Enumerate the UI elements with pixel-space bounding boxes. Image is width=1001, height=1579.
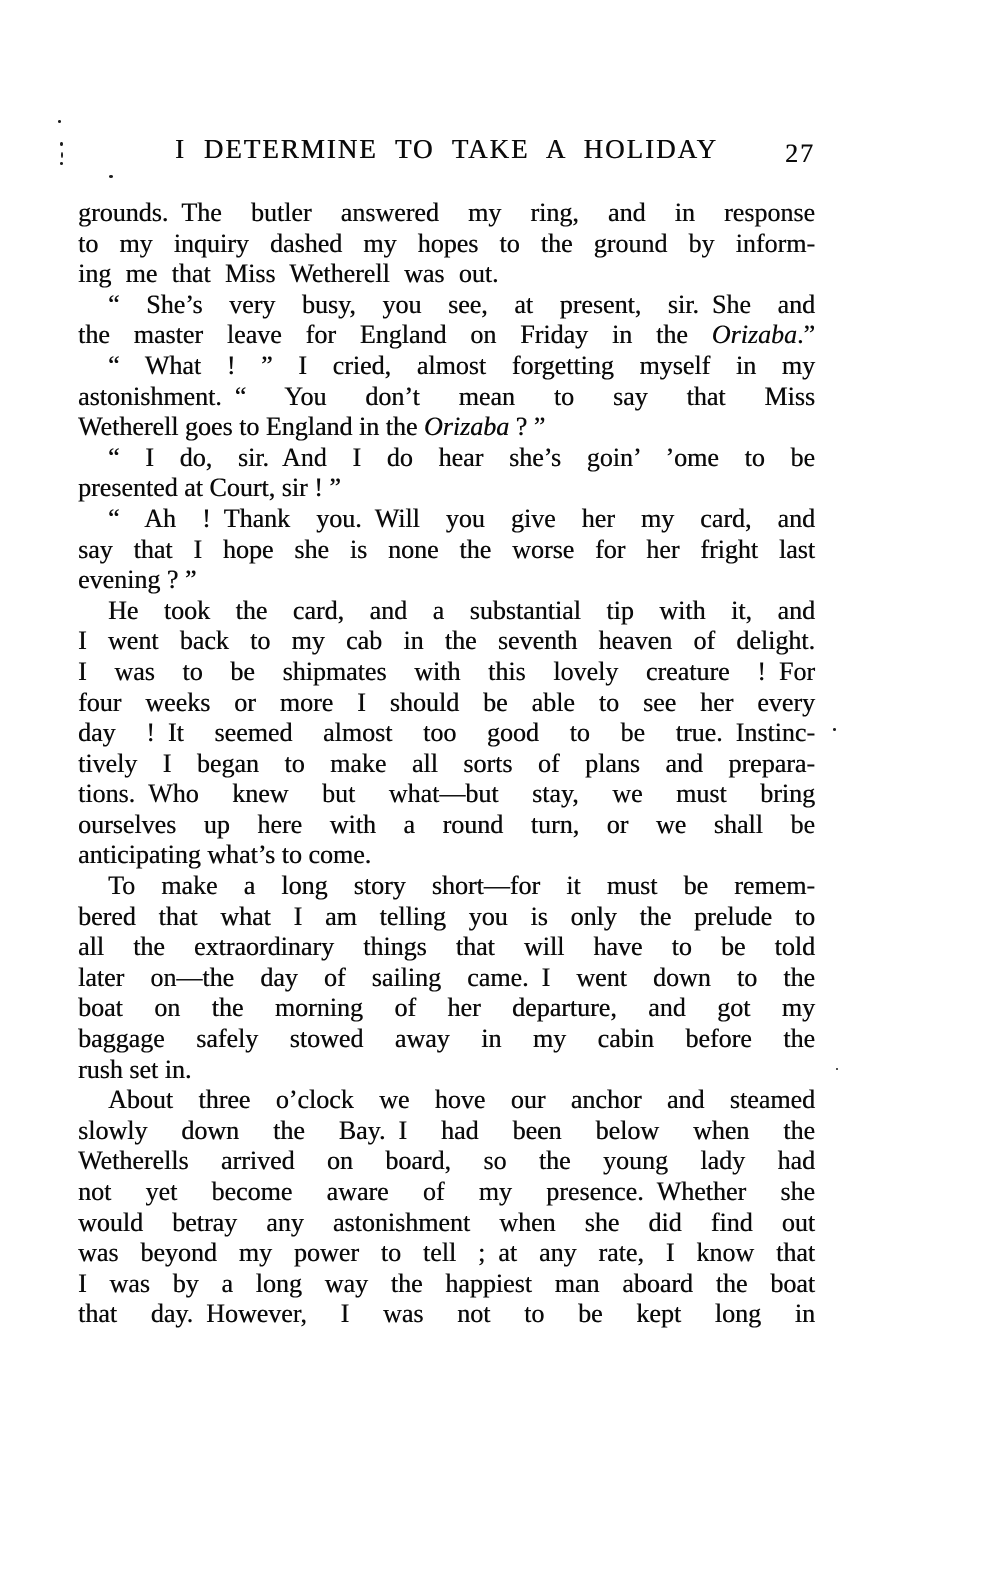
chapter-title: I DETERMINE TO TAKE A HOLIDAY — [174, 134, 719, 164]
ship-name: Orizaba — [423, 412, 510, 442]
text-line: that day. However, I was not to be kept long in — [78, 1299, 815, 1329]
paragraph — [78, 871, 815, 1085]
text-line: presented at Court, sir ! ” — [78, 473, 341, 503]
text-line: tions. Who knew but what—but stay, we must bring — [78, 779, 815, 809]
scan-artifact — [109, 175, 113, 178]
text-line: to my inquiry dashed my hopes to the ground by inform- — [78, 228, 815, 258]
text-line: say that I hope she is none the worse for her fright last — [78, 534, 815, 564]
text-line: not yet become aware of my presence. Whether she — [78, 1177, 815, 1206]
text-line: I was to be shipmates with this lovely creature ! For — [78, 656, 815, 686]
text-line: grounds. The butler answered my ring, and in response — [78, 198, 815, 227]
scan-artifact — [58, 120, 61, 123]
text-line: ourselves up here with a round turn, or we shall be — [78, 809, 815, 839]
text-line: He took the card, and a substantial tip with it, and — [108, 595, 815, 625]
text-line: all the extraordinary things that will have to be told — [78, 932, 815, 962]
paragraph — [78, 351, 815, 443]
text-line: I was by a long way the happiest man aboard the boat — [78, 1268, 815, 1298]
paragraph — [78, 290, 815, 351]
text-line: later on—the day of sailing came. I went down to the — [78, 962, 815, 992]
paragraph — [78, 596, 815, 871]
text-line: “ She’s very busy, you see, at present, sir. She and — [108, 289, 815, 319]
paragraph — [78, 1085, 815, 1330]
text-line: “ Ah ! Thank you. Will you give her my card, and — [108, 503, 815, 533]
paragraph — [78, 198, 815, 290]
paragraph — [78, 443, 815, 504]
text-line: Wetherell goes to England in the Orizaba ? ” — [78, 412, 546, 442]
text-line: bered that what I am telling you is only the prelude to — [78, 901, 815, 931]
text-line: was beyond my power to tell ; at any rate, I know that — [78, 1238, 815, 1268]
text-line: ing me that Miss Wetherell was out. — [78, 259, 499, 289]
text-line: “ What ! ” I cried, almost forgetting myself in my — [108, 350, 815, 380]
text-line: I went back to my cab in the seventh heaven of delight. — [78, 626, 815, 656]
scan-artifact — [836, 1068, 838, 1070]
text-line: About three o’clock we hove our anchor and steamed — [108, 1085, 815, 1115]
text-line: tively I began to make all sorts of plans and prepara- — [78, 748, 815, 778]
text-line: rush set in. — [78, 1054, 192, 1084]
text-line: evening ? ” — [78, 565, 197, 595]
paragraph — [78, 504, 815, 596]
scan-artifact — [60, 162, 63, 165]
page-header — [78, 134, 815, 170]
text-line: four weeks or more I should be able to see her every — [78, 687, 815, 717]
scan-artifact — [833, 728, 836, 731]
text-line: day ! It seemed almost too good to be true. Instinc- — [78, 718, 815, 748]
ship-name: Orizaba — [711, 320, 797, 350]
page-body — [78, 198, 815, 1330]
text-line: To make a long story short—for it must be remem- — [108, 871, 815, 901]
text-line: astonishment. “ You don’t mean to say that Miss — [78, 381, 815, 411]
text-line: would betray any astonishment when she did find out — [78, 1207, 815, 1237]
text-line: baggage safely stowed away in my cabin before the — [78, 1024, 815, 1054]
text-line: Wetherells arrived on board, so the young lady had — [78, 1146, 815, 1176]
scan-artifact — [61, 152, 63, 158]
text-line: anticipating what’s to come. — [78, 840, 372, 870]
scan-artifact — [60, 142, 63, 146]
text-line: the master leave for England on Friday in the Orizaba.” — [78, 320, 815, 350]
text-line: slowly down the Bay. I had been below when the — [78, 1115, 815, 1145]
text-line: boat on the morning of her departure, and got my — [78, 993, 815, 1023]
page-number: 27 — [785, 139, 815, 168]
text-line: “ I do, sir. And I do hear she’s goin’ ’ome to be — [108, 442, 815, 472]
